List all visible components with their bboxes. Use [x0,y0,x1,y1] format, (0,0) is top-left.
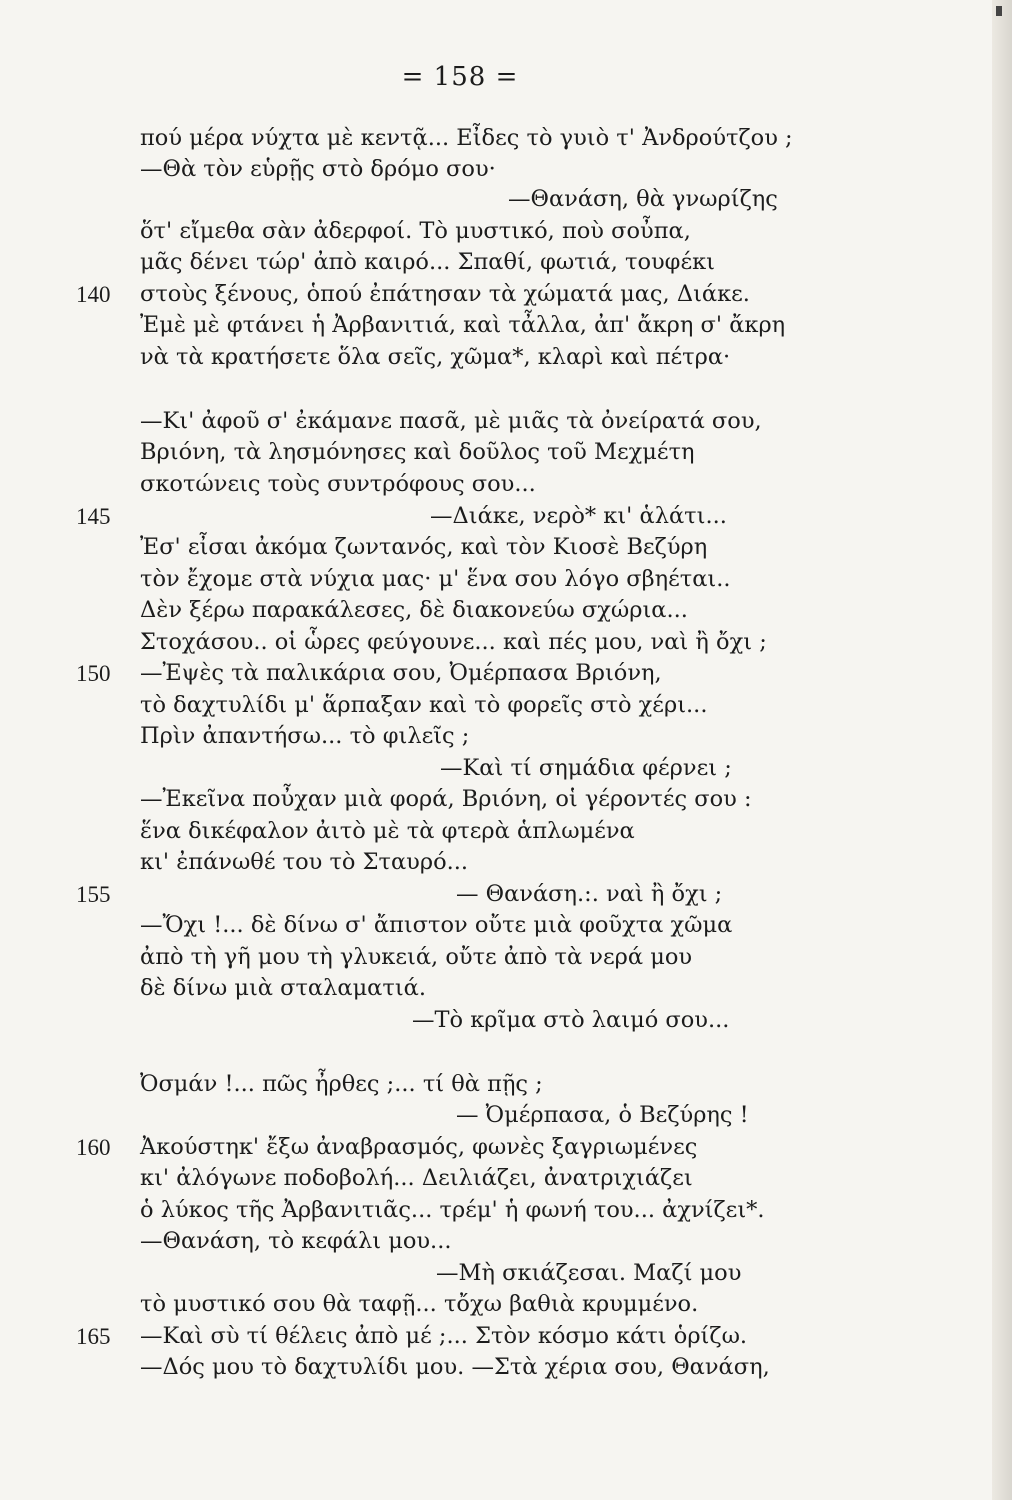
verse-line: Ἐσ' εἶσαι ἀκόμα ζωντανός, καὶ τὸν Κιοσὲ Βεζύρη [140,534,708,560]
verse-line: —Θανάση, θὰ γνωρίζης [508,186,778,212]
verse-line: ὁ λύκος τῆς Ἀρβανιτιᾶς... τρέμ' ἡ φωνή του... ἀχνίζει*. [140,1197,765,1223]
verse-line: Βριόνη, τὰ λησμόνησες καὶ δοῦλος τοῦ Μεχμέτη [140,439,695,465]
verse-line: σκοτώνεις τοὺς συντρόφους σου... [140,471,536,497]
verse-line: —Διάκε, νερὸ* κι' ἁλάτι... [430,503,727,529]
line-number: 160 [76,1135,111,1160]
verse-line: ἀπὸ τὴ γῆ μου τὴ γλυκειά, οὔτε ἀπὸ τὰ νερά μου [140,944,693,970]
verse-line: ὅτ' εἴμεθα σὰν ἀδερφοί. Τὸ μυστικό, ποὺ σοὖπα, [140,218,691,244]
verse-line: μᾶς δένει τώρ' ἀπὸ καιρό... Σπαθί, φωτιά, τουφέκι [140,249,715,275]
verse-line: —Δός μου τὸ δαχτυλίδι μου. —Στὰ χέρια σου, Θανάση, [140,1354,770,1380]
verse-line: —Μὴ σκιάζεσαι. Μαζί μου [436,1260,742,1286]
verse-line: κι' ἐπάνωθέ του τὸ Σταυρό... [140,849,469,875]
verse-line: ἕνα δικέφαλον ἀιτὸ μὲ τὰ φτερὰ ἁπλωμένα [140,818,635,844]
line-number: 155 [76,882,111,907]
verse-line: Πρὶν ἀπαντήσω... τὸ φιλεῖς ; [140,723,470,749]
verse-line: — Θανάση.:. ναὶ ἢ ὄχι ; [456,881,723,907]
verse-line: —Καὶ σὺ τί θέλεις ἀπὸ μέ ;... Στὸν κόσμο κάτι ὁρίζω. [140,1323,748,1349]
verse-line: —Κι' ἀφοῦ σ' ἐκάμανε πασᾶ, μὲ μιᾶς τὰ ὀνείρατά σου, [140,408,762,434]
verse-line: Στοχάσου.. οἱ ὧρες φεύγουνε... καὶ πές μου, ναὶ ἢ ὄχι ; [140,629,767,655]
verse-line: Ἐμὲ μὲ φτάνει ἡ Ἀρβανιτιά, καὶ τἆλλα, ἀπ' ἄκρη σ' ἄκρη [140,312,786,338]
verse-line: —Ἐκεῖνα ποὖχαν μιὰ φορά, Βριόνη, οἱ γέροντές σου : [140,786,752,812]
line-number: 150 [76,661,111,686]
verse-line: —Καὶ τί σημάδια φέρνει ; [440,755,732,781]
verse-line: τὸ δαχτυλίδι μ' ἅρπαξαν καὶ τὸ φορεῖς στὸ χέρι... [140,692,708,718]
verse-line: Ἀκούστηκ' ἔξω ἀναβρασμός, φωνὲς ξαγριωμένες [140,1134,698,1160]
edge-mark [996,6,1002,16]
line-number: 145 [76,504,111,529]
verse-line: Δὲν ξέρω παρακάλεσες, δὲ διακονεύω σχώρια... [140,597,688,623]
verse-line: —Ἐψὲς τὰ παλικάρια σου, Ὀμέρπασα Βριόνη, [140,660,662,686]
verse-line: Ὀσμάν !... πῶς ἦρθες ;... τί θὰ πῇς ; [140,1071,543,1097]
line-number: 140 [76,282,111,307]
verse-line: νὰ τὰ κρατήσετε ὅλα σεῖς, χῶμα*, κλαρὶ καὶ πέτρα· [140,344,731,370]
verse-line: κι' ἀλόγωνε ποδοβολή... Δειλιάζει, ἀνατριχιάζει [140,1165,693,1191]
verse-line: στοὺς ξένους, ὁπού ἐπάτησαν τὰ χώματά μας, Διάκε. [140,281,750,307]
verse-line: τὸ μυστικό σου θὰ ταφῇ... τὄχω βαθιὰ κρυμμένο. [140,1291,699,1317]
line-number: 165 [76,1324,111,1349]
verse-line: —Θὰ τὸν εὑρῇς στὸ δρόμο σου· [140,156,496,182]
verse-line: δὲ δίνω μιὰ σταλαματιά. [140,975,426,1001]
page-edge [992,0,1012,1500]
verse-line: —Τὸ κρῖμα στὸ λαιμό σου... [412,1007,730,1033]
verse-line: τὸν ἔχομε στὰ νύχια μας· μ' ἕνα σου λόγο σβηέται.. [140,566,731,592]
verse-line: —Θανάση, τὸ κεφάλι μου... [140,1228,452,1254]
page-number: = 158 = [401,62,519,92]
verse-line: —Ὄχι !... δὲ δίνω σ' ἄπιστον οὔτε μιὰ φοῦχτα χῶμα [140,912,733,938]
verse-line: — Ὀμέρπασα, ὁ Βεζύρης ! [456,1102,749,1128]
verse-line: πού μέρα νύχτα μὲ κεντᾷ... Εἶδες τὸ γυιὸ τ' Ἀνδρούτζου ; [140,125,793,151]
